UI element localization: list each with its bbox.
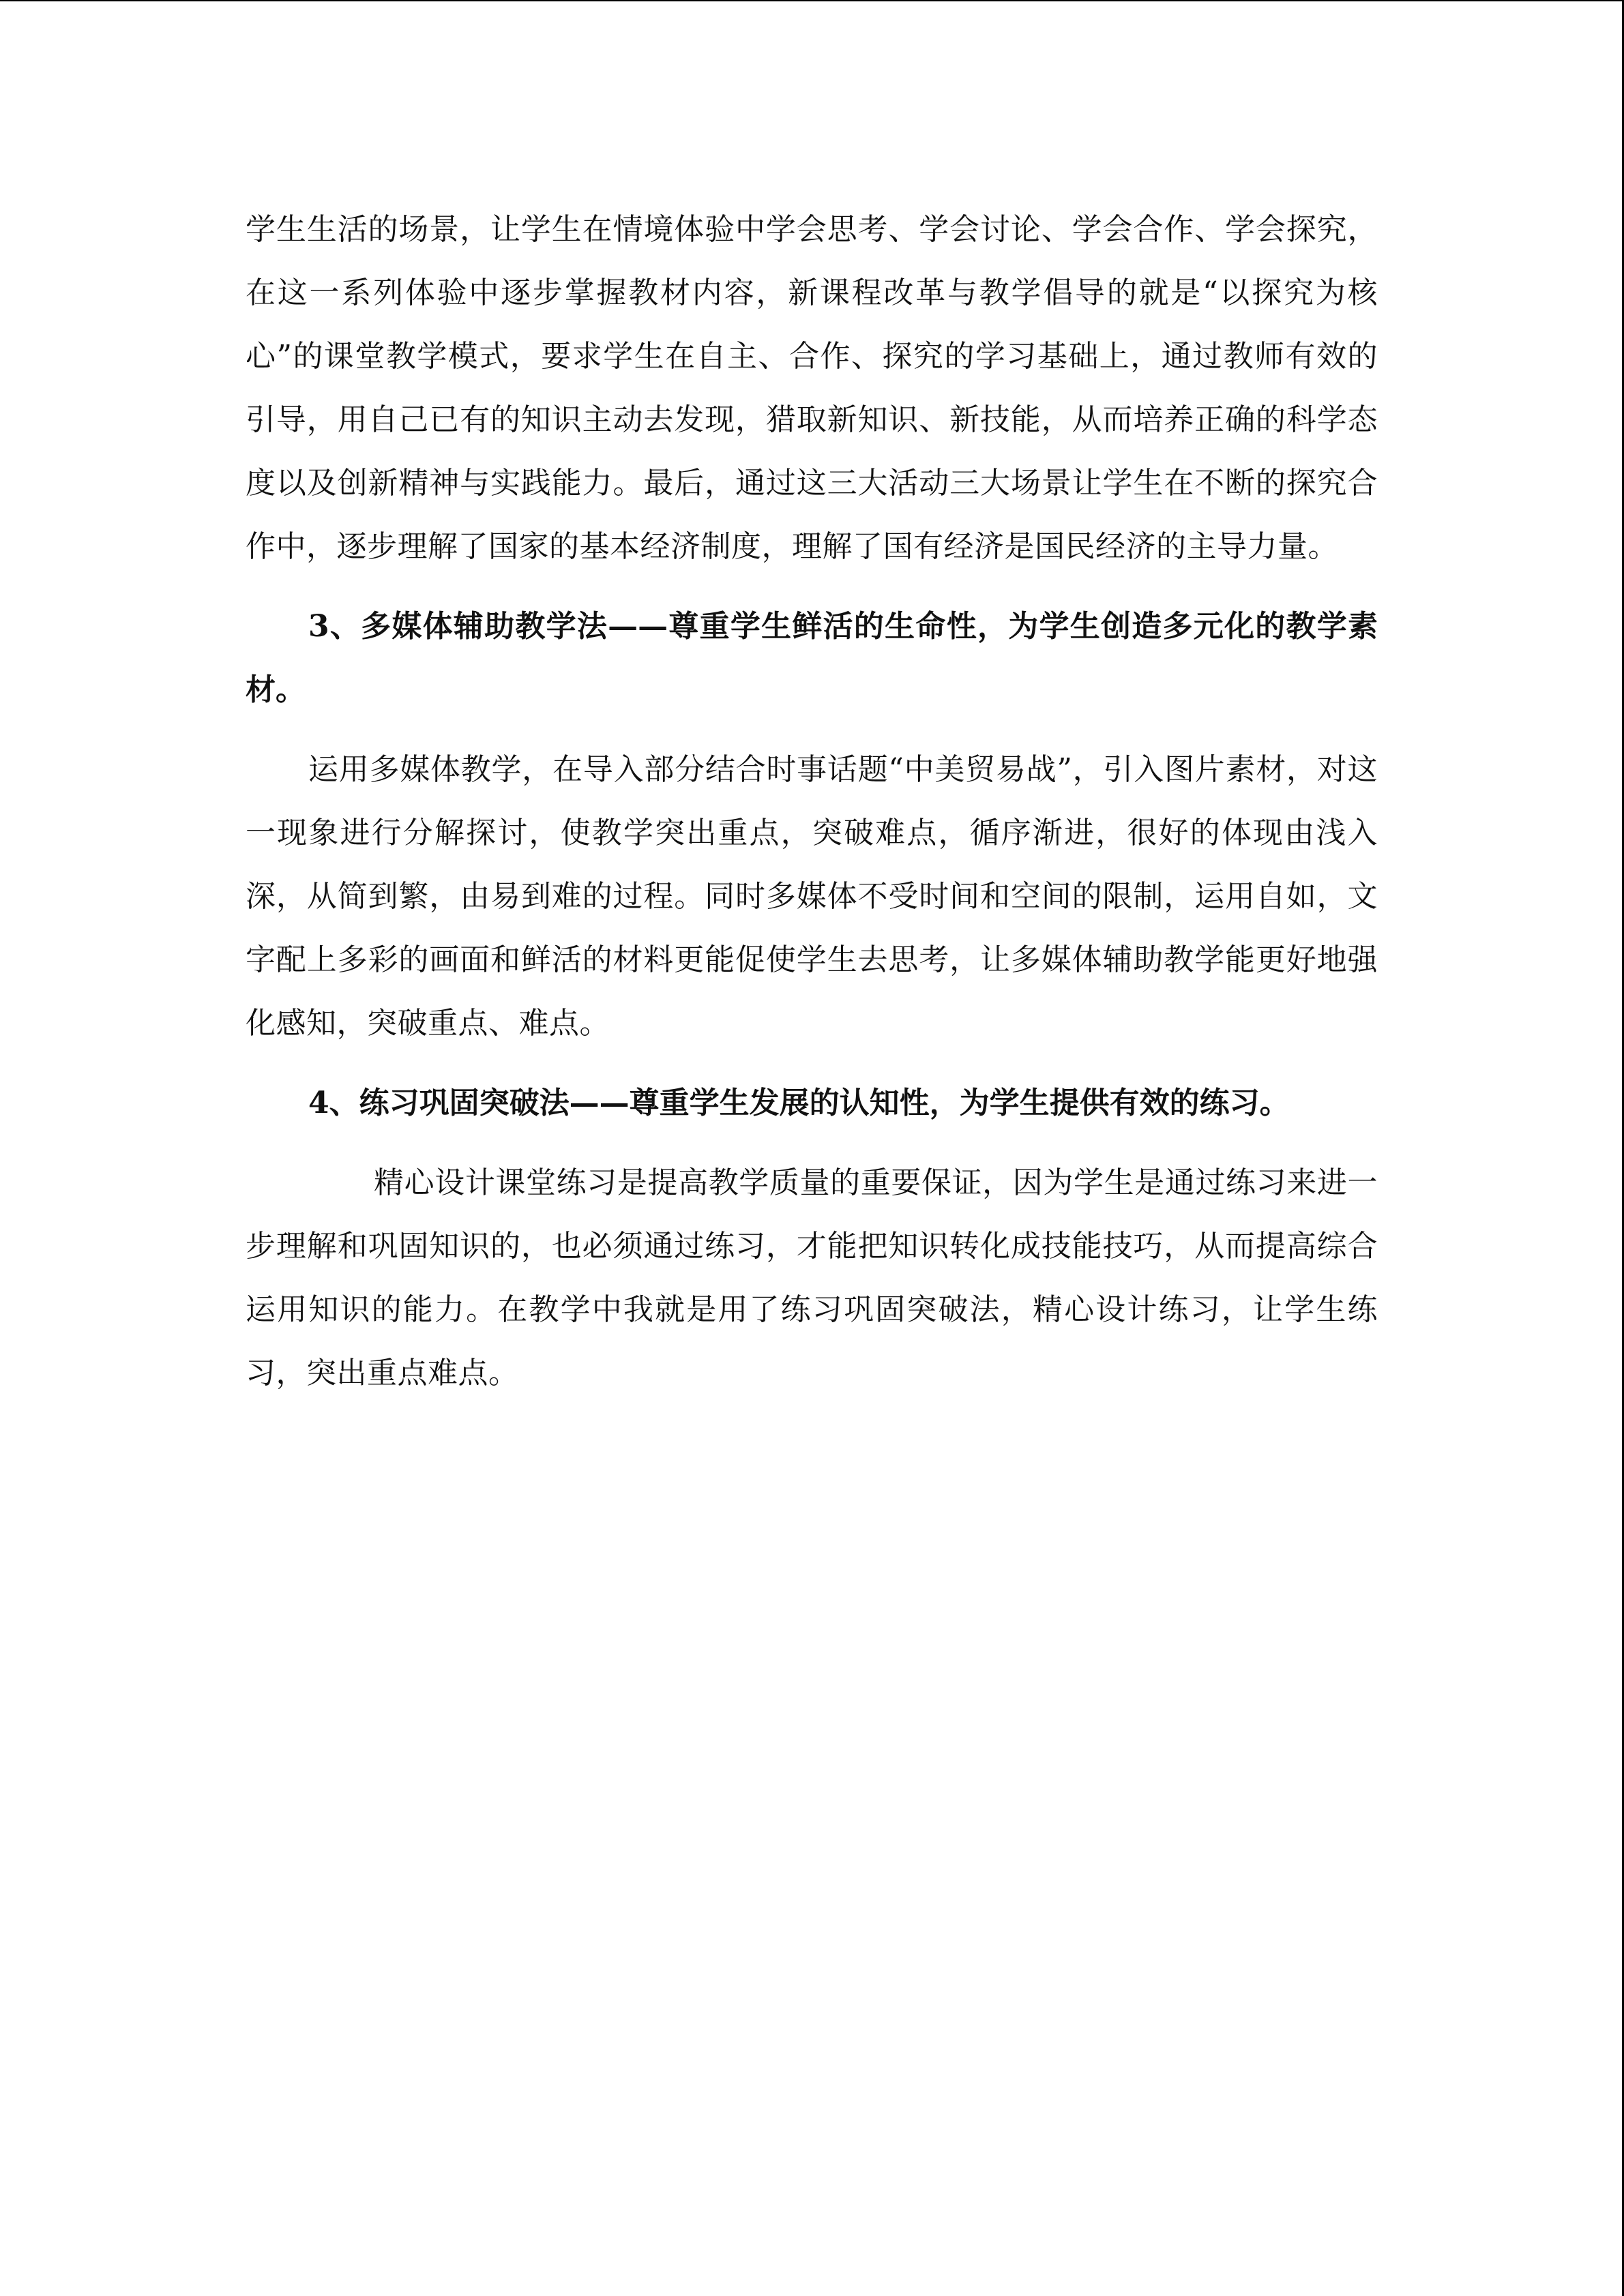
paragraph-practice-method: 精心设计课堂练习是提高教学质量的重要保证，因为学生是通过练习来进一步理解和巩固知识的，也必须通过练习，才能把知识转化成技能技巧，从而提高综合运用知识的能力。在教学中我就是用了练习巩固突破法，精心设计练习，让学生练习，突出重点难点。 xyxy=(246,1165,1378,1390)
paragraph-multimedia-method: 运用多媒体教学，在导入部分结合时事话题“中美贸易战”，引入图片素材，对这一现象进行分解探讨，使教学突出重点，突破难点，循序渐进，很好的体现由浅入深，从简到繁，由易到难的过程。同时多媒体不受时间和空间的限制，运用自如，文字配上多彩的画面和鲜活的材料更能促使学生去思考，让多媒体辅助教学能更好地强化感知，突破重点、难点。 xyxy=(246,752,1378,1041)
heading-multimedia-method: 3、多媒体辅助教学法——尊重学生鲜活的生命性，为学生创造多元化的教学素材。 xyxy=(246,609,1378,707)
document-body xyxy=(246,198,1378,1405)
paragraph-inquiry-teaching: 学生生活的场景，让学生在情境体验中学会思考、学会讨论、学会合作、学会探究，在这一系列体验中逐步掌握教材内容，新课程改革与教学倡导的就是“以探究为核心”的课堂教学模式，要求学生在自主、合作、探究的学习基础上，通过教师有效的引导，用自己已有的知识主动去发现，猎取新知识、新技能，从而培养正确的科学态度以及创新精神与实践能力。最后，通过这三大活动三大场景让学生在不断的探究合作中，逐步理解了国家的基本经济制度，理解了国有经济是国民经济的主导力量。 xyxy=(246,212,1378,564)
heading-practice-method: 4、练习巩固突破法——尊重学生发展的认知性，为学生提供有效的练习。 xyxy=(308,1086,1290,1120)
